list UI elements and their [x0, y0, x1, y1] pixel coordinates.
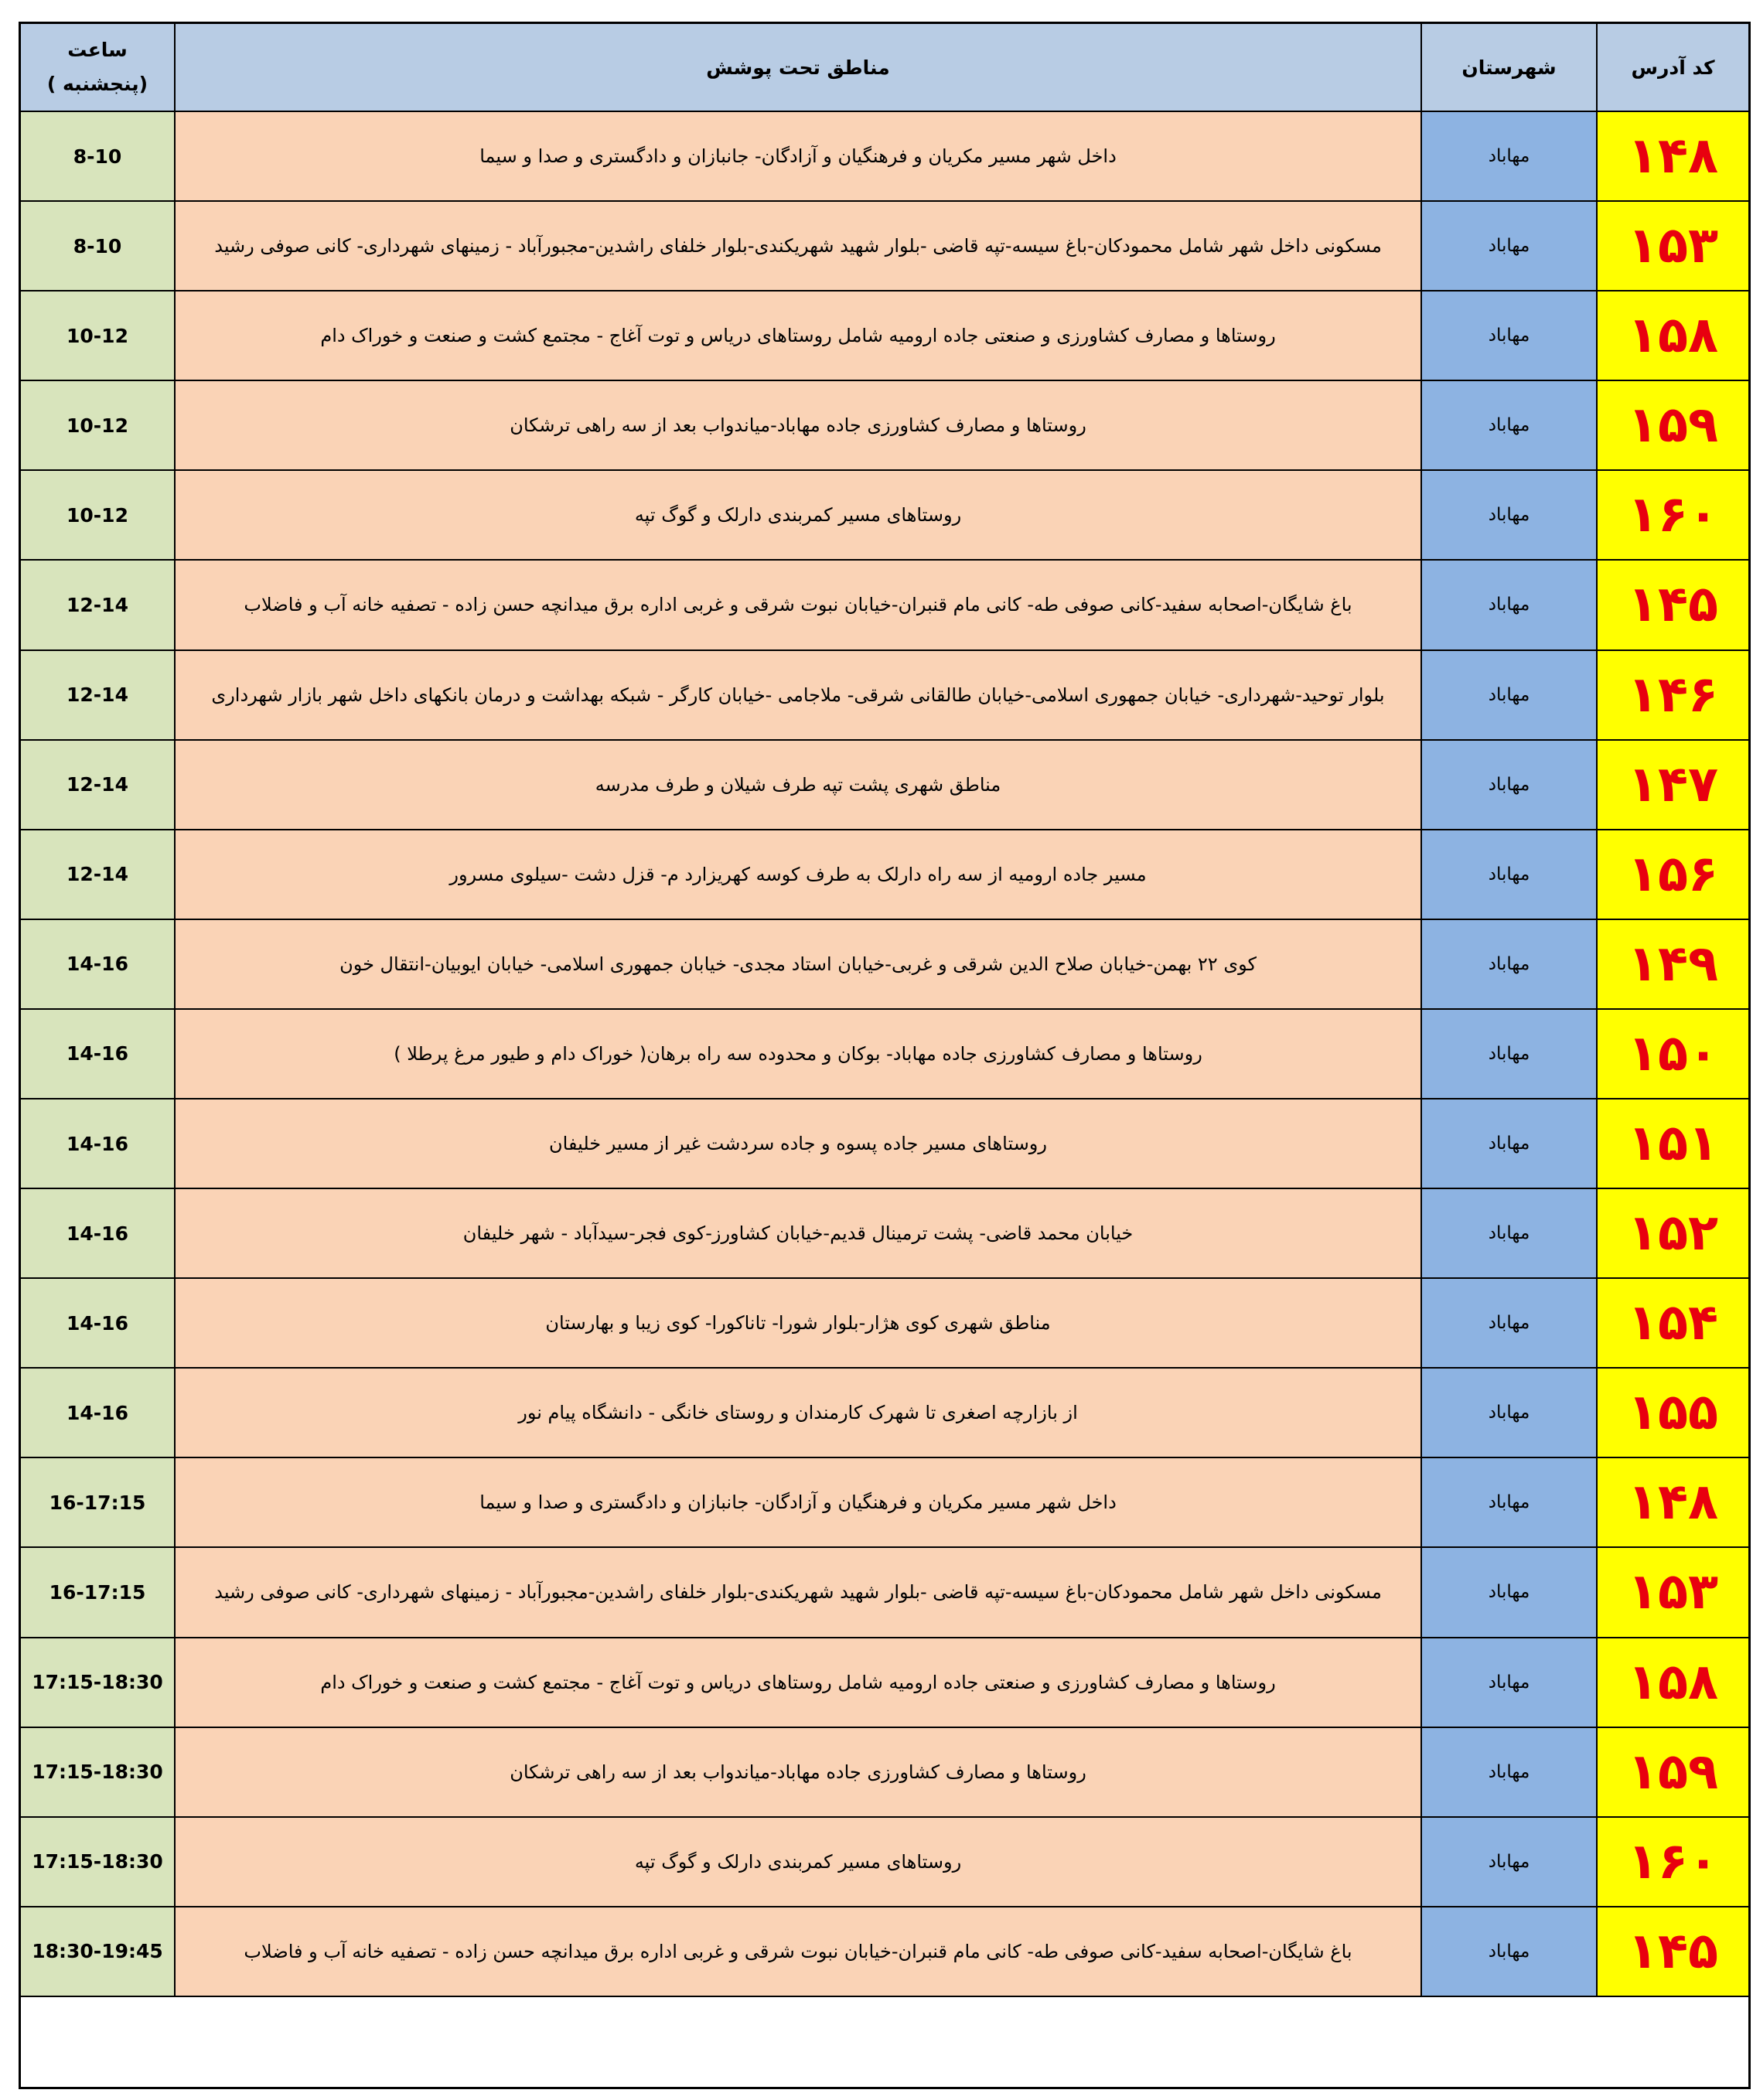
row-time: 14-16: [21, 920, 176, 1010]
row-code: ۱۵۳: [1598, 202, 1748, 291]
header-city: شهرستان: [1422, 24, 1598, 112]
row-areas: روستاها و مصارف کشاورزی جاده مهاباد- بوکان و محدوده سه راه برهان( خوراک دام و طیور مرغ پرطلا ): [176, 1010, 1422, 1099]
row-city: مهاباد: [1422, 1010, 1598, 1099]
row-city: مهاباد: [1422, 1548, 1598, 1638]
row-city: مهاباد: [1422, 1907, 1598, 1997]
header-areas: مناطق تحت پوشش: [176, 24, 1422, 112]
row-code: ۱۶۰: [1598, 1818, 1748, 1907]
row-areas: کوی ۲۲ بهمن-خیابان صلاح الدین شرقی و غربی-خیابان استاد مجدی- خیابان جمهوری اسلامی- خیابان ایوبیان-انتقال خون: [176, 920, 1422, 1010]
row-city: مهاباد: [1422, 112, 1598, 202]
row-time: 10-12: [21, 381, 176, 471]
row-city: مهاباد: [1422, 1728, 1598, 1818]
row-time: 12-14: [21, 651, 176, 741]
row-code: ۱۵۸: [1598, 1638, 1748, 1728]
header-time-label: ساعت: [67, 39, 128, 61]
row-city: مهاباد: [1422, 830, 1598, 920]
row-time: 14-16: [21, 1099, 176, 1189]
row-code: ۱۶۰: [1598, 471, 1748, 561]
row-city: مهاباد: [1422, 920, 1598, 1010]
row-code: ۱۴۵: [1598, 1907, 1748, 1997]
row-code: ۱۵۰: [1598, 1010, 1748, 1099]
row-time: 17:15-18:30: [21, 1728, 176, 1818]
row-areas: مسیر جاده ارومیه از سه راه دارلک به طرف کوسه کهریزارد م- قزل دشت -سیلوی مسرور: [176, 830, 1422, 920]
row-time: 12-14: [21, 830, 176, 920]
row-time: 18:30-19:45: [21, 1907, 176, 1997]
row-city: مهاباد: [1422, 381, 1598, 471]
row-code: ۱۴۹: [1598, 920, 1748, 1010]
row-code: ۱۵۵: [1598, 1369, 1748, 1458]
row-code: ۱۵۶: [1598, 830, 1748, 920]
row-time: 16-17:15: [21, 1548, 176, 1638]
row-areas: مسکونی داخل شهر شامل محمودکان-باغ سیسه-تپه قاضی -بلوار شهید شهریکندی-بلوار خلفای راشدین-مجبورآباد - زمینهای شهرداری- کانی صوفی رشید: [176, 202, 1422, 291]
row-areas: داخل شهر مسیر مکریان و فرهنگیان و آزادگان- جانبازان و دادگستری و صدا و سیما: [176, 112, 1422, 202]
row-areas: مناطق شهری پشت تپه طرف شیلان و طرف مدرسه: [176, 741, 1422, 830]
row-areas: از بازارچه اصغری تا شهرک کارمندان و روستای خانگی - دانشگاه پیام نور: [176, 1369, 1422, 1458]
row-code: ۱۴۵: [1598, 561, 1748, 650]
row-city: مهاباد: [1422, 1369, 1598, 1458]
row-city: مهاباد: [1422, 1189, 1598, 1279]
row-time: 14-16: [21, 1279, 176, 1369]
row-city: مهاباد: [1422, 1458, 1598, 1548]
row-city: مهاباد: [1422, 1279, 1598, 1369]
row-time: 14-16: [21, 1189, 176, 1279]
row-time: 10-12: [21, 471, 176, 561]
row-city: مهاباد: [1422, 202, 1598, 291]
row-code: ۱۵۳: [1598, 1548, 1748, 1638]
row-code: ۱۴۸: [1598, 1458, 1748, 1548]
row-code: ۱۵۱: [1598, 1099, 1748, 1189]
row-city: مهاباد: [1422, 741, 1598, 830]
row-areas: مناطق شهری کوی هژار-بلوار شورا- تاناکورا- کوی زیبا و بهارستان: [176, 1279, 1422, 1369]
row-areas: روستاهای مسیر کمربندی دارلک و گوگ تپه: [176, 1818, 1422, 1907]
row-areas: روستاها و مصارف کشاورزی و صنعتی جاده ارومیه شامل روستاهای دریاس و توت آغاج - مجتمع کشت و صنعت و خوراک دام: [176, 1638, 1422, 1728]
row-code: ۱۴۶: [1598, 651, 1748, 741]
row-code: ۱۵۴: [1598, 1279, 1748, 1369]
row-areas: خیابان محمد قاضی- پشت ترمینال قدیم-خیابان کشاورز-کوی فجر-سیدآباد - شهر خلیفان: [176, 1189, 1422, 1279]
row-time: 12-14: [21, 741, 176, 830]
row-code: ۱۵۹: [1598, 381, 1748, 471]
outage-schedule-sheet: [19, 22, 1751, 2089]
row-areas: روستاها و مصارف کشاورزی و صنعتی جاده ارومیه شامل روستاهای دریاس و توت آغاج - مجتمع کشت و صنعت و خوراک دام: [176, 291, 1422, 381]
row-areas: روستاها و مصارف کشاورزی جاده مهاباد-میاندواب بعد از سه راهی ترشکان: [176, 1728, 1422, 1818]
row-city: مهاباد: [1422, 561, 1598, 650]
row-time: 17:15-18:30: [21, 1818, 176, 1907]
row-city: مهاباد: [1422, 1638, 1598, 1728]
row-areas: روستاهای مسیر جاده پسوه و جاده سردشت غیر از مسیر خلیفان: [176, 1099, 1422, 1189]
row-code: ۱۵۸: [1598, 291, 1748, 381]
row-time: 12-14: [21, 561, 176, 650]
row-time: 17:15-18:30: [21, 1638, 176, 1728]
row-areas: باغ شایگان-اصحابه سفید-کانی صوفی طه- کانی مام قنبران-خیابان نبوت شرقی و غربی اداره برق میدانچه حسن زاده - تصفیه خانه آب و فاضلاب: [176, 561, 1422, 650]
row-city: مهاباد: [1422, 291, 1598, 381]
row-time: 16-17:15: [21, 1458, 176, 1548]
row-areas: روستاهای مسیر کمربندی دارلک و گوگ تپه: [176, 471, 1422, 561]
row-city: مهاباد: [1422, 1099, 1598, 1189]
row-code: ۱۵۲: [1598, 1189, 1748, 1279]
row-city: مهاباد: [1422, 651, 1598, 741]
row-code: ۱۵۹: [1598, 1728, 1748, 1818]
header-code: کد آدرس: [1598, 24, 1748, 112]
row-areas: باغ شایگان-اصحابه سفید-کانی صوفی طه- کانی مام قنبران-خیابان نبوت شرقی و غربی اداره برق میدانچه حسن زاده - تصفیه خانه آب و فاضلاب: [176, 1907, 1422, 1997]
row-city: مهاباد: [1422, 1818, 1598, 1907]
row-time: 10-12: [21, 291, 176, 381]
row-time: 14-16: [21, 1010, 176, 1099]
row-time: 8-10: [21, 112, 176, 202]
row-areas: روستاها و مصارف کشاورزی جاده مهاباد-میاندواب بعد از سه راهی ترشکان: [176, 381, 1422, 471]
row-code: ۱۴۸: [1598, 112, 1748, 202]
outage-schedule-table: [21, 24, 1748, 2087]
row-code: ۱۴۷: [1598, 741, 1748, 830]
row-areas: مسکونی داخل شهر شامل محمودکان-باغ سیسه-تپه قاضی -بلوار شهید شهریکندی-بلوار خلفای راشدین-مجبورآباد - زمینهای شهرداری- کانی صوفی رشید: [176, 1548, 1422, 1638]
header-time: [21, 24, 176, 112]
row-areas: بلوار توحید-شهرداری- خیابان جمهوری اسلامی-خیابان طالقانی شرقی- ملاجامی -خیابان کارگر - شبکه بهداشت و درمان بانکهای داخل شهر بازار شهرداری: [176, 651, 1422, 741]
header-time-day: (پنجشنبه ): [46, 73, 148, 95]
row-areas: داخل شهر مسیر مکریان و فرهنگیان و آزادگان- جانبازان و دادگستری و صدا و سیما: [176, 1458, 1422, 1548]
row-time: 14-16: [21, 1369, 176, 1458]
row-city: مهاباد: [1422, 471, 1598, 561]
row-time: 8-10: [21, 202, 176, 291]
